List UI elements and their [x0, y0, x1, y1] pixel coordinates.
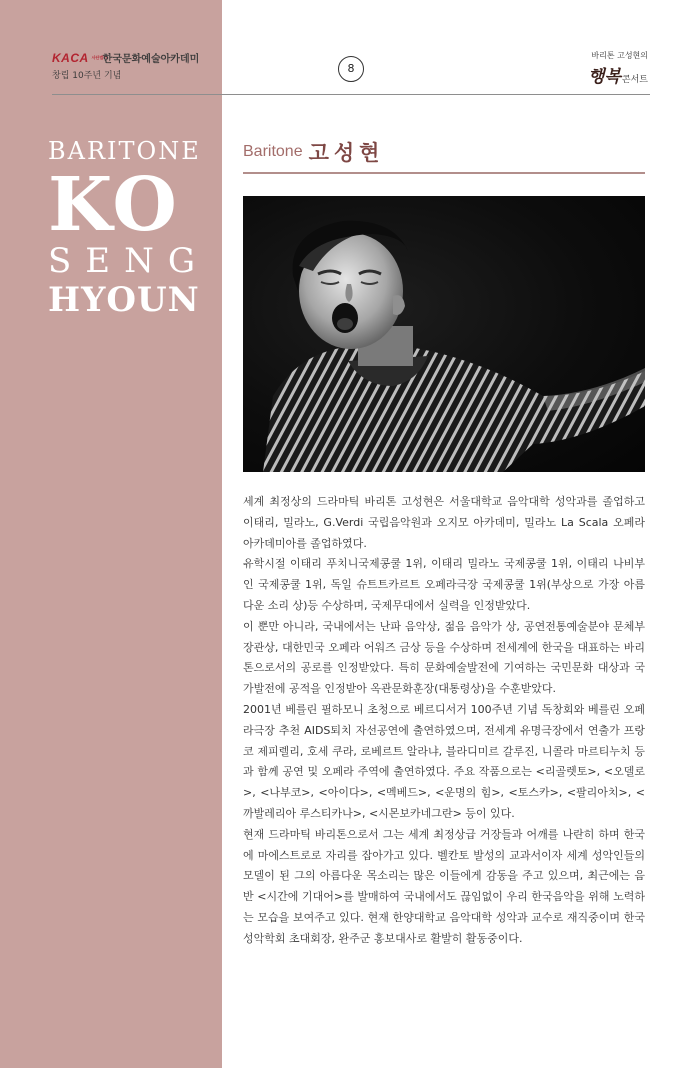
page-number: 8 [338, 56, 364, 82]
title-role: Baritone [243, 143, 303, 160]
side-name-line-1: BARITONE [48, 137, 201, 165]
bio-paragraph: 유학시절 이태리 푸치니국제콩쿨 1위, 이태리 밀라노 국제콩쿨 1위, 이태리 나비부인 국제콩쿨 1위, 독일 슈트트카르트 오페라극장 국제콩쿨 1위(부상으로 가장 아름다운 소리 상)등 수상하며, 국제무대에서 실력을 인정받았다. [243, 557, 645, 612]
side-english-name [48, 134, 209, 320]
title-name: 고성현 [308, 141, 385, 165]
side-name-line-2: KO [48, 162, 179, 248]
org-name: 한국문화예술아카데미 [102, 54, 200, 65]
bio-paragraph: 2001년 베를린 필하모니 초청으로 베르디서거 100주년 기념 독창회와 베를린 오페라극장 추천 AIDS퇴치 자선공연에 출연하였으며, 전세계 유명극장에서 연출가 프랑코 제피렐리, 호세 쿠라, 로베르트 알라냐, 블라디미르 갈루진, 니콜라 마르티누치 등과 함께 공연 및 오페라 주역에 출연하였다. 주요 작품으로는 <리골렛토>, <오델로>, <나부코>, <아이다>, <멕베드>, <운명의 힘>, <토스카>, <팔리아치>, <까발레리아 루스티카나>, <시몬보카네그란> 등이 있다. [243, 702, 645, 820]
concert-title-script: 행복 [588, 67, 621, 87]
portrait-illustration [243, 196, 645, 472]
org-anniversary: 창립 10주년 기념 [52, 71, 122, 81]
org-logo: KACA [52, 50, 89, 65]
biography [243, 492, 645, 950]
concert-title-sub: 콘서트 [621, 75, 648, 85]
org-logo-mini: 사단법인 [91, 54, 108, 60]
bio-paragraph: 이 뿐만 아니라, 국내에서는 난파 음악상, 젊음 음악가 상, 공연전통예술분야 문체부장관상, 대한민국 오페라 어워즈 금상 등을 수상하며 전세계에 한국을 대표하는 바리톤으로서의 공로를 인정받았다. 특히 문화예술발전에 기여하는 국민문화 대상과 국가발전에 공적을 인정받아 옥관문화훈장(대통령상)을 수훈받았다. [243, 619, 645, 696]
side-name-line-4: HYOUN [48, 280, 200, 320]
side-name-line-3: SENG [48, 241, 210, 281]
portrait-photo [243, 196, 645, 472]
org-brand [52, 50, 199, 65]
concert-title [588, 62, 648, 87]
bio-paragraph: 세계 최정상의 드라마틱 바리톤 고성현은 서울대학교 음악대학 성악과를 졸업하고 이태리, 밀라노, G.Verdi 국립음악원과 오지모 아카데미, 밀라노 La Scala 오페라 아카데미아를 졸업하였다. [243, 495, 645, 550]
bio-paragraph: 현재 드라마틱 바리톤으로서 그는 세계 최정상급 거장들과 어깨를 나란히 하며 한국에 마에스트로로 자리를 잡아가고 있다. 벨칸토 발성의 교과서이자 세계 성악인들의 모델이 된 그의 아름다운 목소리는 많은 이들에게 감동을 주고 있으며, 최근에는 음반 <시간에 기대어>를 발매하여 국내에서도 끊임없이 우리 한국음악을 위해 노력하는 모습을 보여주고 있다. 현재 한양대학교 음악대학 성악과 교수로 재직중이며 한국성악학회 초대회장, 완주군 홍보대사로 활발히 활동중이다. [243, 827, 645, 945]
page-header [52, 50, 650, 95]
section-title [243, 132, 645, 174]
concert-title-top: 바리톤 고성현의 [591, 51, 648, 60]
